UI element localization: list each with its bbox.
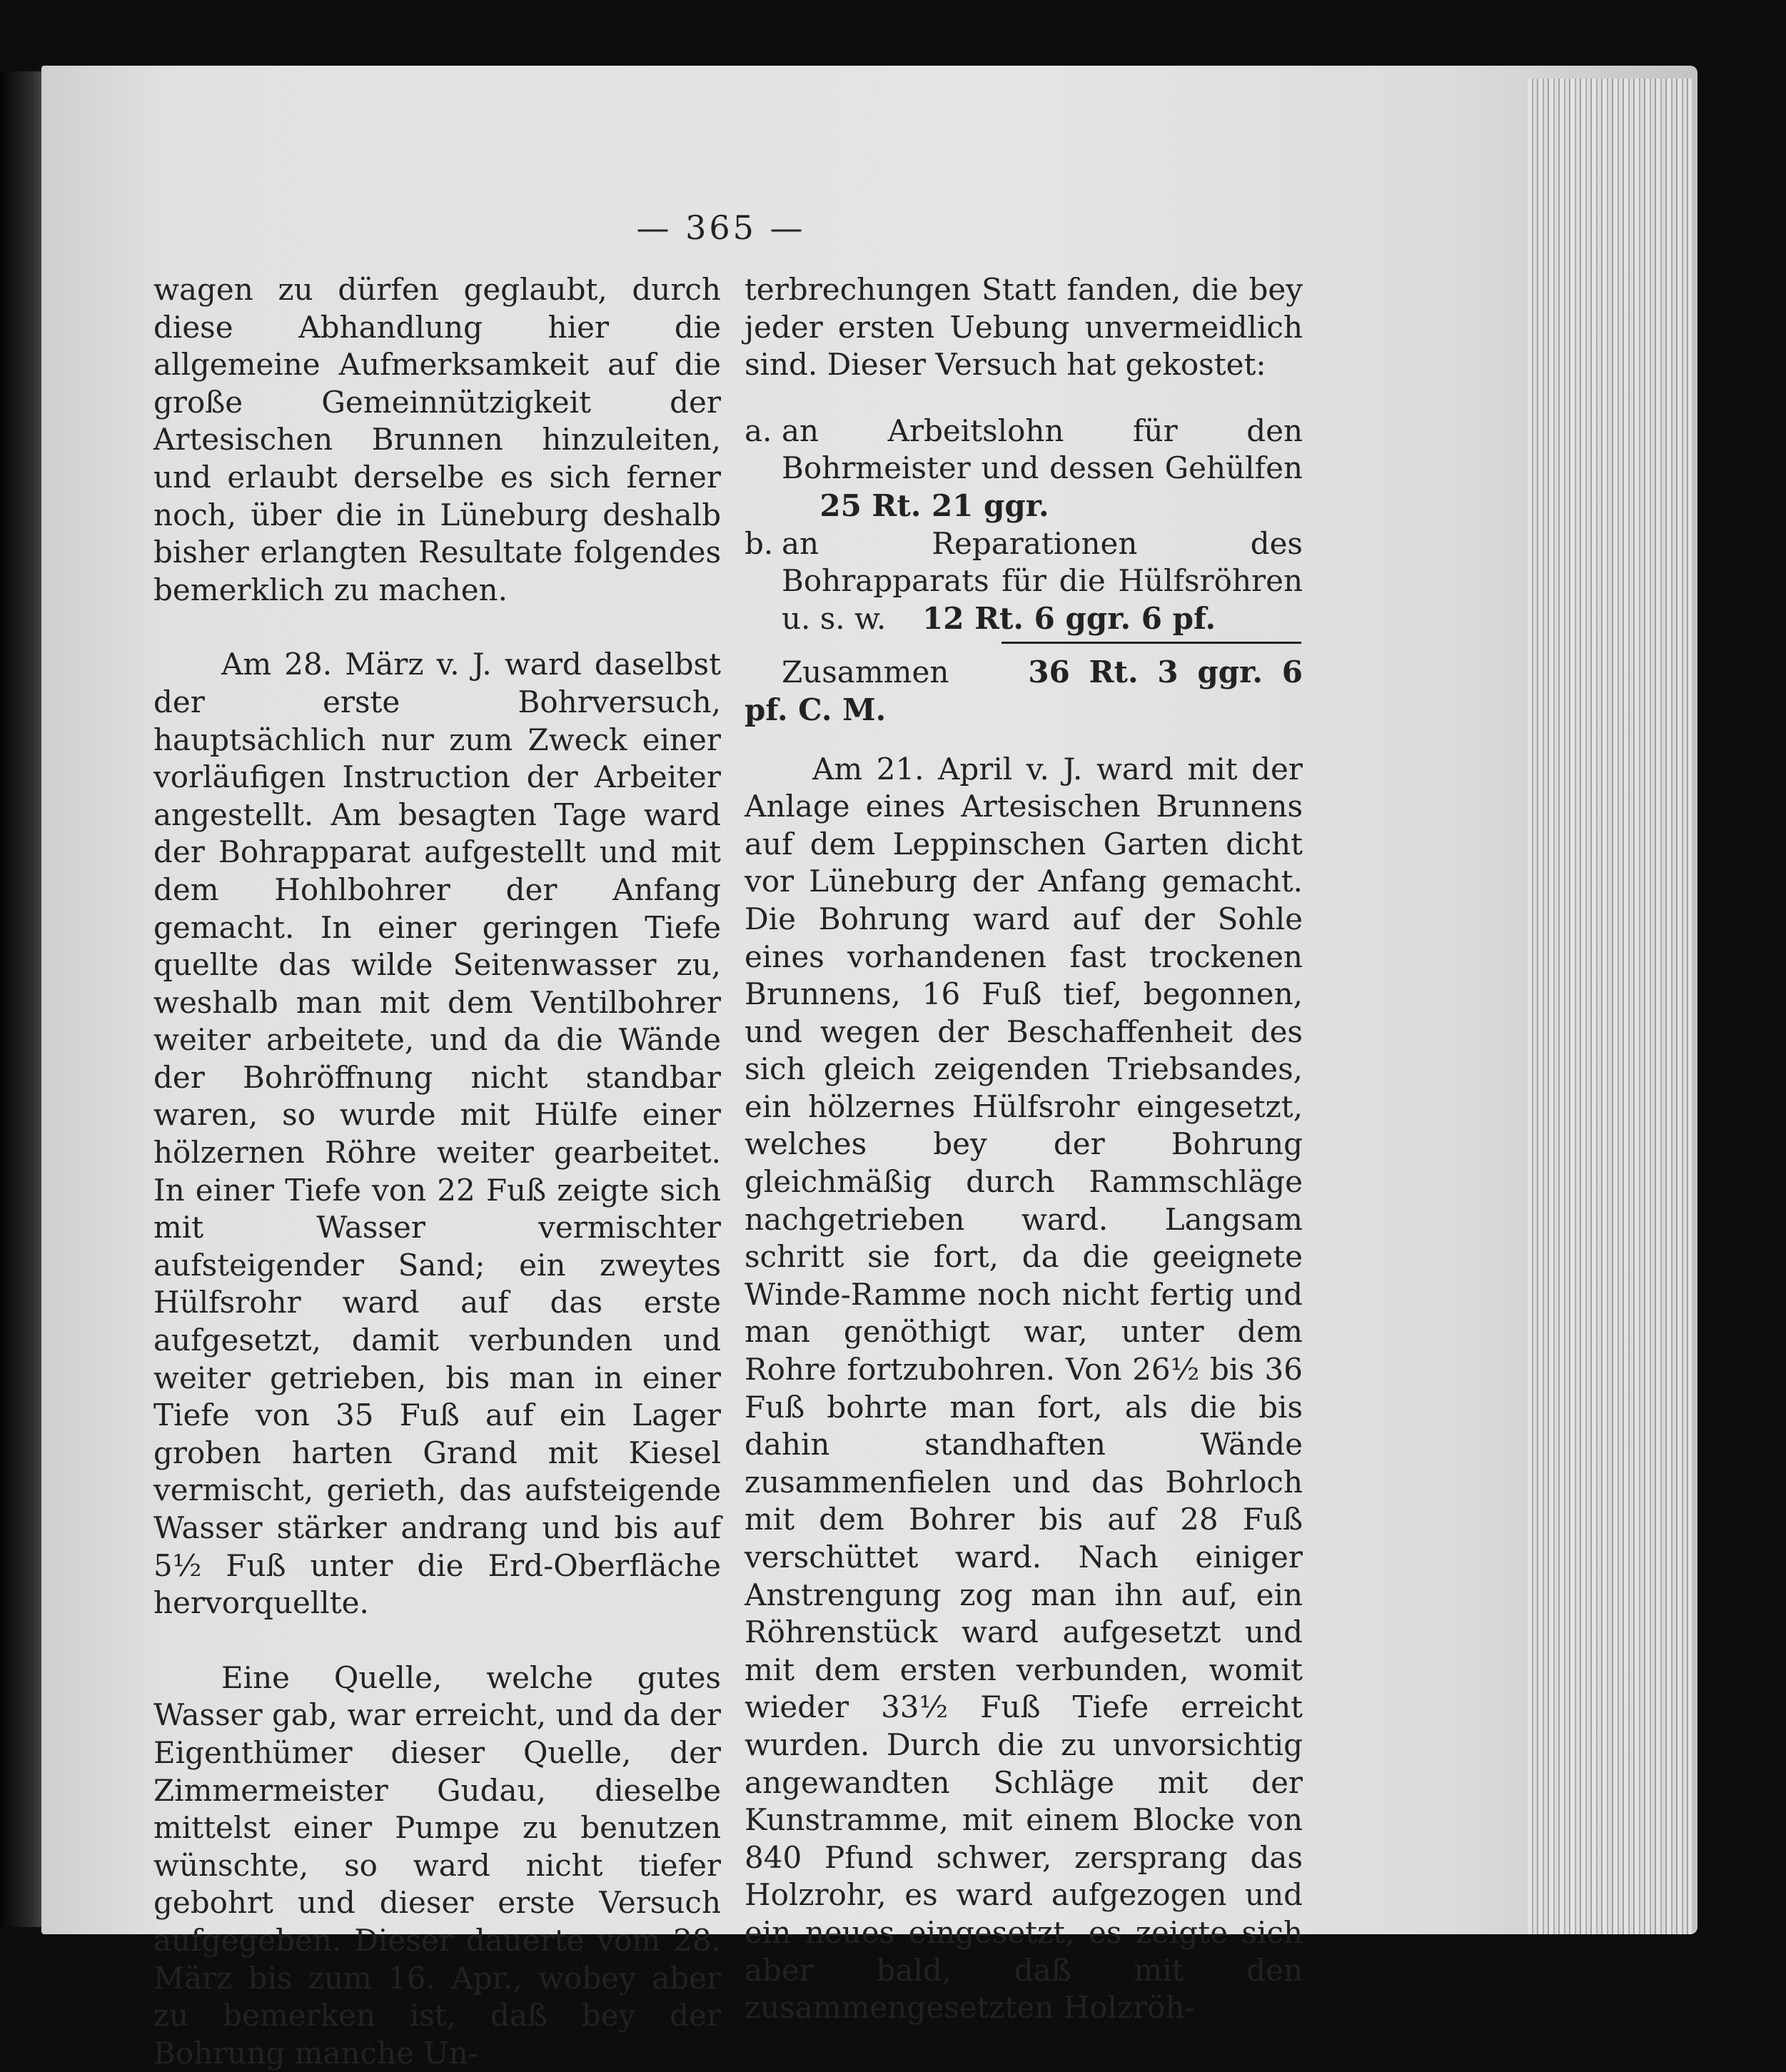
page-stack-edge <box>1528 79 1692 1934</box>
paragraph: Am 28. März v. J. ward daselbst der erste Bohrversuch, hauptsächlich nur zum Zweck einer vorläufigen Instruction der Arbeiter angestellt. Am besagten Tage ward der Bohrapparat aufgestellt und mit dem Hohlbohrer der Anfang gemacht. In einer geringen Tiefe quellte das wilde Seitenwasser zu, weshalb man mit dem Ventilbohrer weiter arbeitete, und da die Wände der Bohröffnung nicht standbar waren, so wurde mit Hülfe einer hölzernen Röhre weiter gearbeitet. In einer Tiefe von 22 Fuß zeigte sich mit Wasser vermischter aufsteigender Sand; ein zweytes Hülfsrohr ward auf das erste aufgesetzt, damit verbunden und weiter getrieben, bis man in einer Tiefe von 35 Fuß auf ein Lager groben harten Grand mit Kiesel vermischt, gerieth, das aufsteigende Wasser stärker andrang und bis auf 5½ Fuß unter die Erd-Oberfläche hervorquellte. <box>153 647 721 1621</box>
page-number: — 365 — <box>636 208 806 247</box>
paragraph: Eine Quelle, welche gutes Wasser gab, war erreicht, und da der Eigenthümer dieser Quelle, der Zimmermeister Gudau, dieselbe mittelst einer Pumpe zu benutzen wünschte, so ward nicht tiefer gebohrt und dieser erste Versuch aufgegeben. Dieser dauerte vom 28. März bis zum 16. Apr., wobey aber zu bemerken ist, daß bey der Bohrung manche Un- <box>153 1659 721 2071</box>
right-column <box>745 271 1303 2027</box>
cost-item-text: an Reparationen des Bohrapparats für die Hülfsröhren u. s. w. <box>782 525 1303 636</box>
cost-item <box>745 525 1303 638</box>
left-column <box>153 271 721 2072</box>
paragraph: wagen zu dürfen geglaubt, durch diese Abhandlung hier die allgemeine Aufmerksamkeit auf die große Gemeinnützigkeit der Artesischen Brunnen hinzuleiten, und erlaubt derselbe es sich ferner noch, über die in Lüneburg deshalb bisher erlangten Resultate folgendes bemerklich zu machen. <box>153 272 721 607</box>
cost-list <box>745 413 1303 638</box>
cost-item-mark: b. <box>745 525 774 561</box>
cost-total-label: Zusammen <box>782 655 949 690</box>
cost-item <box>745 413 1303 525</box>
cost-item-amount: 25 Rt. 21 ggr. <box>819 487 1049 523</box>
cost-total-amount: 36 Rt. 3 ggr. 6 pf. C. M. <box>745 655 1303 727</box>
cost-item-text: an Arbeitslohn für den Bohrmeister und dessen Gehülfen <box>782 413 1303 486</box>
cost-item-mark: a. <box>745 413 772 448</box>
book-cover-edge <box>0 71 44 1927</box>
cost-item-amount: 12 Rt. 6 ggr. 6 pf. <box>922 600 1216 636</box>
paragraph: terbrechungen Statt fanden, die bey jeder ersten Uebung unvermeidlich sind. Dieser Versuch hat gekostet: <box>745 272 1303 383</box>
cost-total <box>745 654 1303 729</box>
paragraph: Am 21. April v. J. ward mit der Anlage eines Artesischen Brunnens auf dem Leppinschen Garten dicht vor Lüneburg der Anfang gemacht. Die Bohrung ward auf der Sohle eines vorhandenen fast trockenen Brunnens, 16 Fuß tief, begonnen, und wegen der Beschaffenheit des sich gleich zeigenden Triebsandes, ein hölzernes Hülfsrohr eingesetzt, welches bey der Bohrung gleichmäßig durch Rammschläge nachgetrieben ward. Langsam schritt sie fort, da die geeignete Winde-Ramme noch nicht fertig und man genöthigt war, unter dem Rohre fortzubohren. Von 26½ bis 36 Fuß bohrte man fort, als die bis dahin standhaften Wände zusammenfielen und das Bohrloch mit dem Bohrer bis auf 28 Fuß verschüttet ward. Nach einiger Anstrengung zog man ihn auf, ein Röhrenstück ward aufgesetzt und mit dem ersten verbunden, womit wieder 33½ Fuß Tiefe erreicht wurden. Durch die zu unvorsichtig angewandten Schläge mit der Kunstramme, mit einem Blocke von 840 Pfund schwer, zersprang das Holzrohr, es ward aufgezogen und ein neues eingesetzt, es zeigte sich aber bald, daß mit den zusammengesetzten Holzröh- <box>745 751 1303 2026</box>
total-rule <box>1002 642 1301 644</box>
